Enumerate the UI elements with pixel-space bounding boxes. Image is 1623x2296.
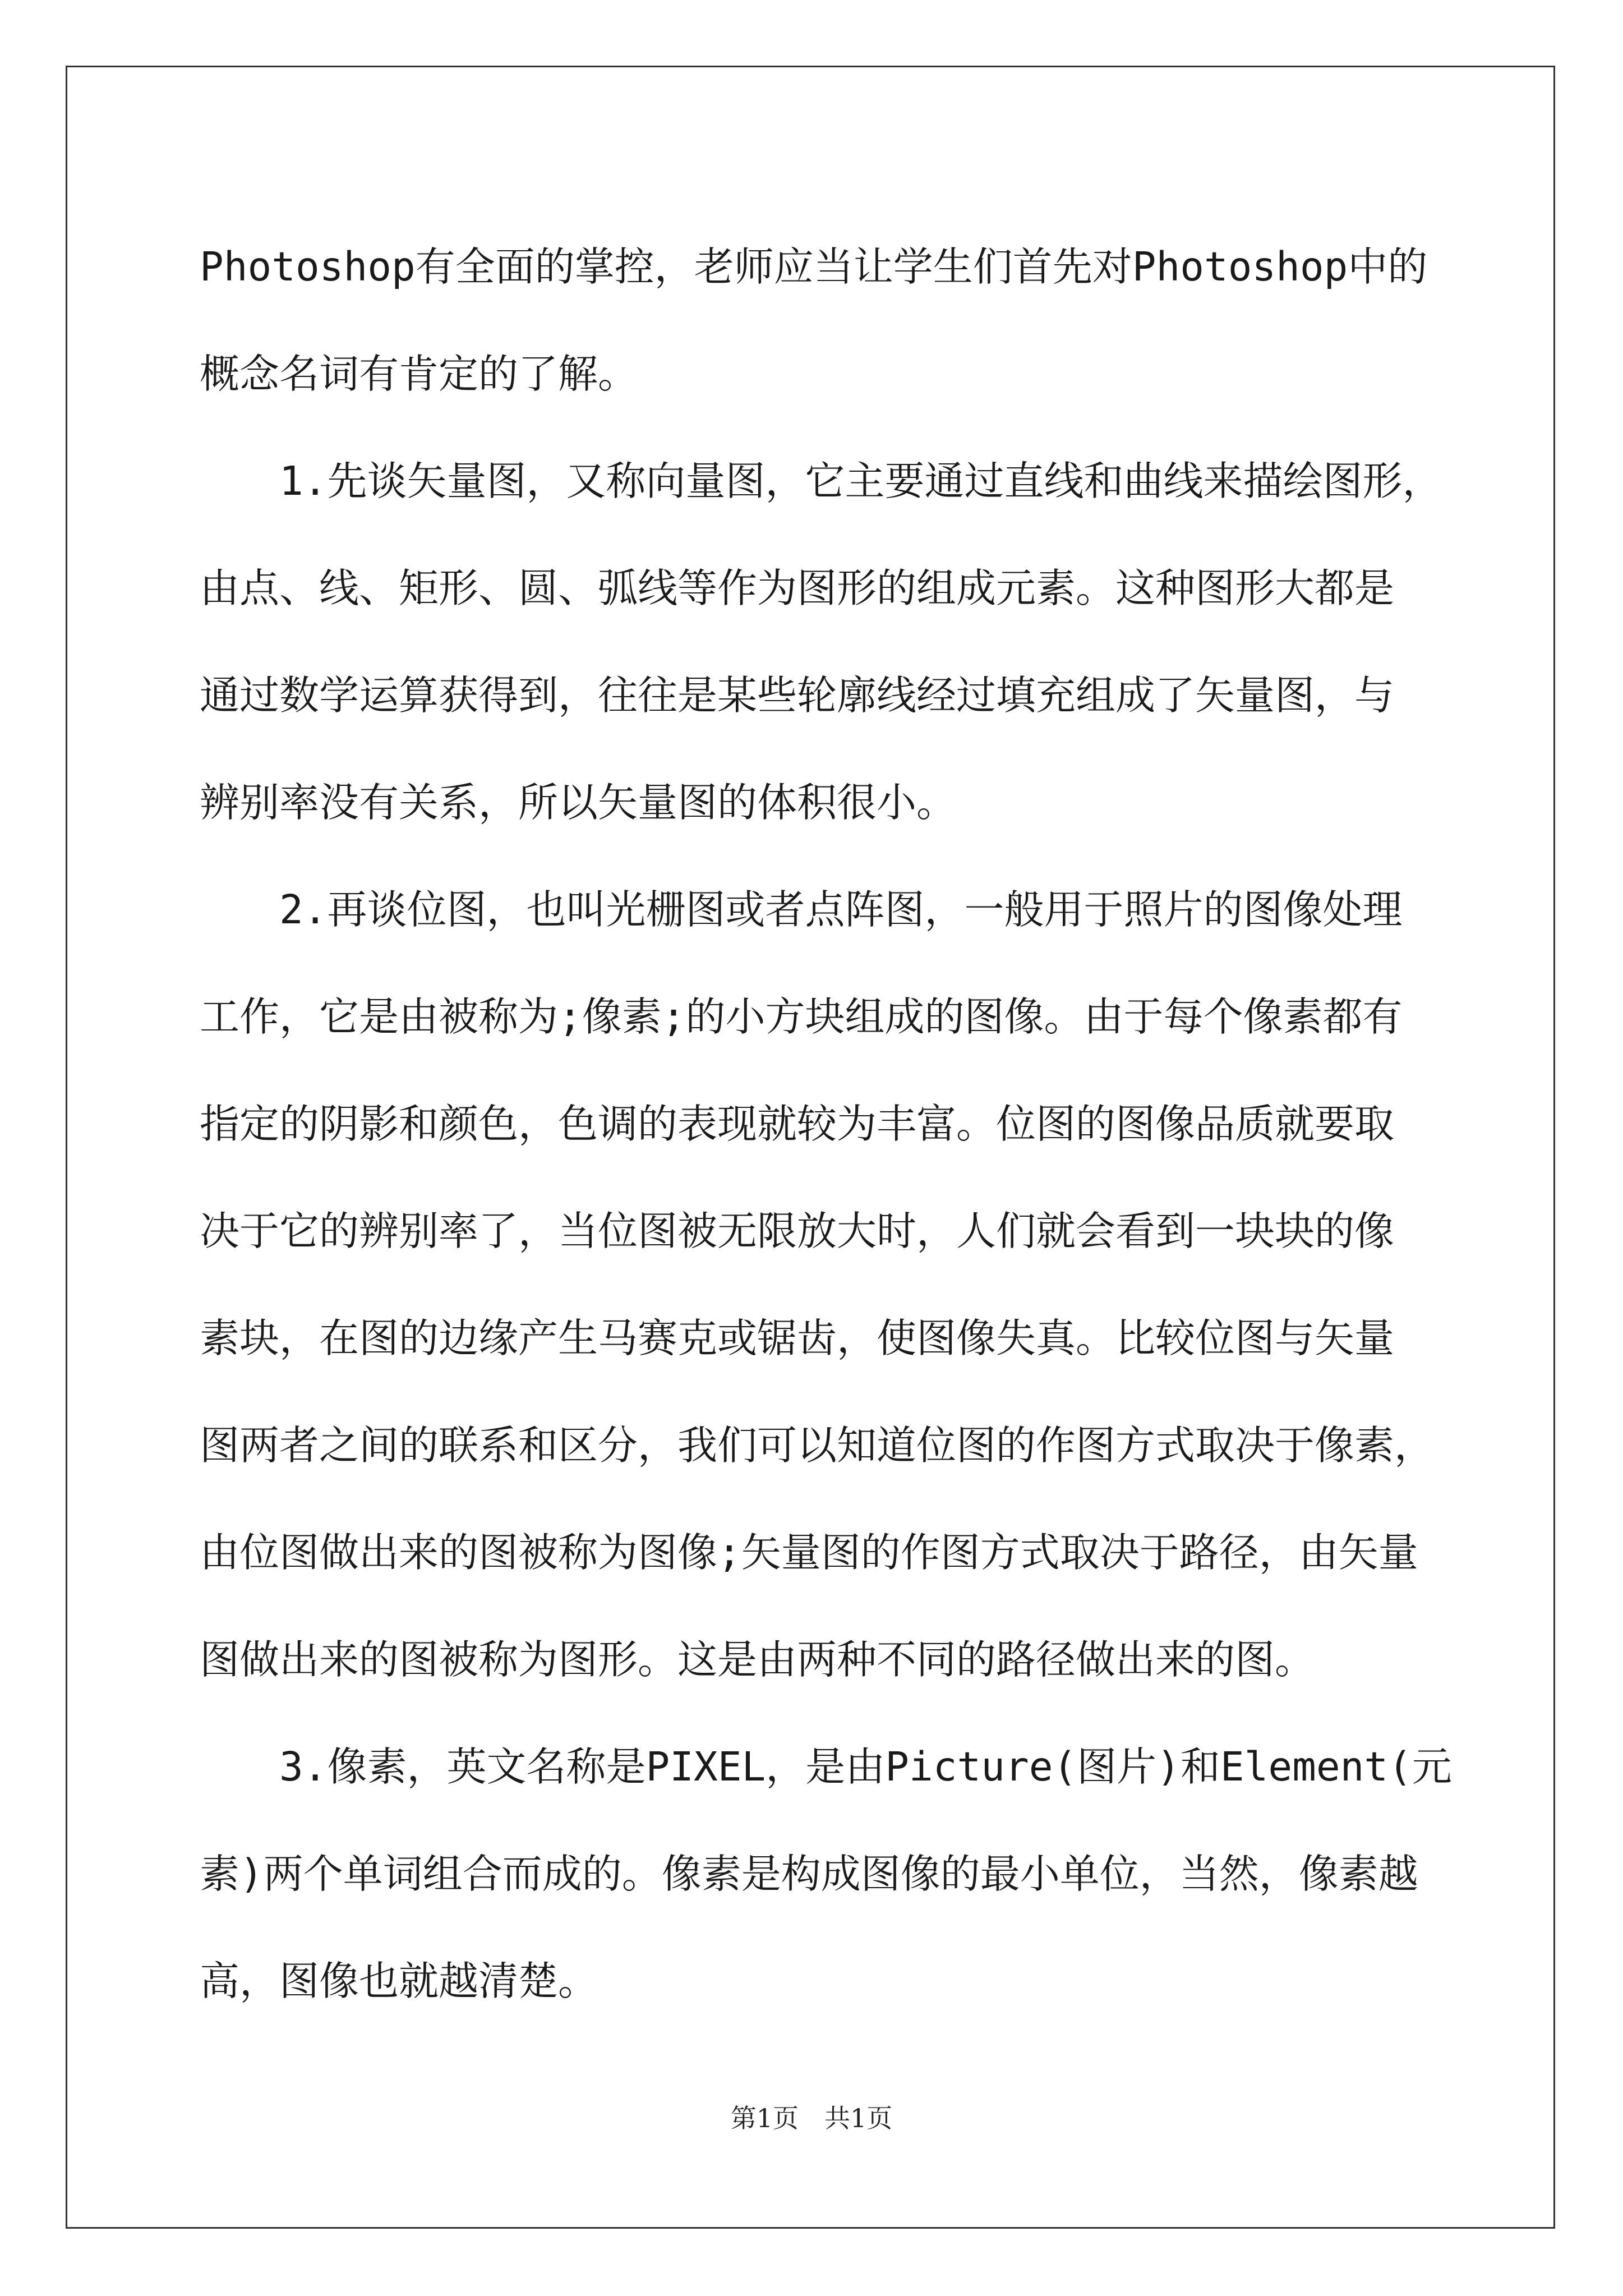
text-line: 素)两个单词组合而成的。像素是构成图像的最小单位，当然，像素越 <box>200 1851 1418 1897</box>
text-line: 高，图像也就越清楚。 <box>200 1958 598 2004</box>
text-line: 3.像素，英文名称是PIXEL，是由Picture(图片)和Element(元 <box>200 1743 1452 1790</box>
text-line: 1.先谈矢量图，又称向量图，它主要通过直线和曲线来描绘图形， <box>200 458 1442 504</box>
text-line: 2.再谈位图，也叫光栅图或者点阵图，一般用于照片的图像处理 <box>200 886 1403 933</box>
page-number-footer: 第1页 共1页 <box>730 2103 893 2133</box>
text-line: 图做出来的图被称为图形。这是由两种不同的路径做出来的图。 <box>200 1636 1315 1683</box>
text-line: 素块，在图的边缘产生马赛克或锯齿，使图像失真。比较位图与矢量 <box>200 1315 1395 1361</box>
text-line: 工作，它是由被称为;像素;的小方块组成的图像。由于每个像素都有 <box>200 993 1403 1040</box>
text-line: 由点、线、矩形、圆、弧线等作为图形的组成元素。这种图形大都是 <box>200 565 1395 611</box>
text-line: 指定的阴影和颜色，色调的表现就较为丰富。位图的图像品质就要取 <box>200 1101 1395 1147</box>
text-line: 图两者之间的联系和区分，我们可以知道位图的作图方式取决于像素， <box>200 1422 1435 1469</box>
text-line: 辨别率没有关系，所以矢量图的体积很小。 <box>200 779 957 826</box>
document-body <box>200 213 1456 2035</box>
text-line: 概念名词有肯定的了解。 <box>200 351 638 397</box>
text-line: 由位图做出来的图被称为图像;矢量图的作图方式取决于路径，由矢量 <box>200 1529 1418 1576</box>
text-line: 通过数学运算获得到，往往是某些轮廓线经过填充组成了矢量图，与 <box>200 672 1395 719</box>
text-line: Photoshop有全面的掌控，老师应当让学生们首先对Photoshop中的 <box>200 243 1428 290</box>
text-line: 决于它的辨别率了，当位图被无限放大时，人们就会看到一块块的像 <box>200 1208 1395 1254</box>
text-block <box>200 213 1456 2035</box>
